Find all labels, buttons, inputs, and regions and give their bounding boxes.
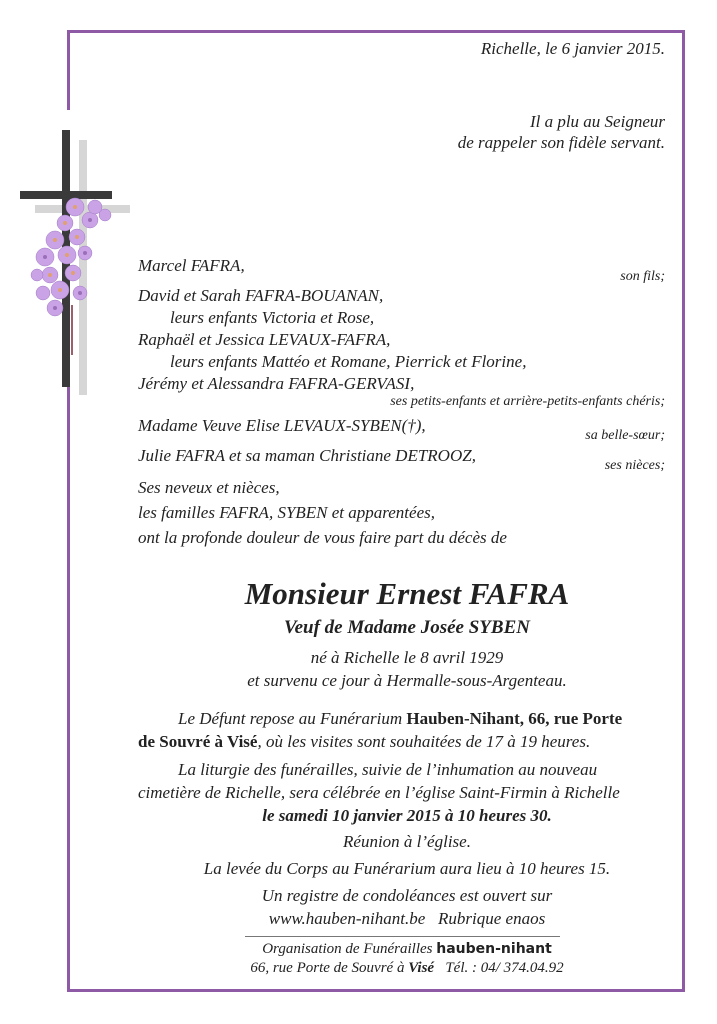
- relation-label: ses nièces;: [604, 458, 665, 473]
- death-line: et survenu ce jour à Hermalle-sous-Argenteau.: [247, 671, 567, 690]
- liturgy-paragraph: La liturgie des funérailles, suivie de l’inhumation au nouveau cimetière de Richelle, sera célébrée en l’église Saint-Firmin à Richelle: [138, 760, 620, 802]
- deceased-name: Monsieur Ernest FAFRA: [244, 576, 570, 611]
- family-line: David et Sarah FAFRA-BOUANAN,: [138, 286, 384, 305]
- family-line: Jérémy et Alessandra FAFRA-GERVASI,: [138, 374, 415, 393]
- family-line: ont la profonde douleur de vous faire part du décès de: [138, 528, 507, 547]
- relation-label: sa belle-sœur;: [585, 428, 665, 443]
- family-line: Marcel FAFRA, son fils;: [138, 255, 665, 283]
- footer-divider: [245, 936, 560, 937]
- relation-label: son fils;: [620, 269, 665, 284]
- footer-address: 66, rue Porte de Souvré à Visé Tél. : 04/ 374.04.92: [250, 960, 564, 976]
- levee-line: La levée du Corps au Funérarium aura lieu à 10 heures 15.: [203, 859, 611, 878]
- family-line: les familles FAFRA, SYBEN et apparentées,: [138, 503, 435, 522]
- family-line: leurs enfants Mattéo et Romane, Pierrick et Florine,: [170, 352, 527, 371]
- cross-with-orchids-icon: [15, 125, 135, 395]
- relation-label: ses petits-enfants et arrière-petits-enfants chéris;: [390, 394, 665, 409]
- family-line: Ses neveux et nièces,: [138, 478, 280, 497]
- birth-line: né à Richelle le 8 avril 1929: [310, 648, 504, 667]
- family-line: Julie FAFRA et sa maman Christiane DETROOZ, ses nièces;: [138, 445, 665, 477]
- repose-paragraph: Le Défunt repose au Funérarium Hauben-Nihant, 66, rue Porte de Souvré à Visé, où les visites sont souhaitées de 17 à 19 heures.: [138, 709, 623, 751]
- ceremony-datetime: le samedi 10 janvier 2015 à 10 heures 30.: [262, 806, 552, 825]
- family-line: [138, 395, 665, 415]
- family-list: [138, 255, 665, 552]
- family-line: Raphaël et Jessica LEVAUX-FAFRA,: [138, 330, 391, 349]
- date-line: Richelle, le 6 janvier 2015.: [480, 39, 665, 58]
- registry-line-2: www.hauben-nihant.be Rubrique enaos: [268, 909, 546, 928]
- verse-line-2: de rappeler son fidèle servant.: [457, 133, 665, 152]
- deceased-spouse: Veuf de Madame Josée SYBEN: [284, 617, 530, 638]
- reunion-line: Réunion à l’église.: [343, 832, 471, 851]
- family-line: leurs enfants Victoria et Rose,: [170, 308, 375, 327]
- registry-line-1: Un registre de condoléances est ouvert sur: [261, 886, 553, 905]
- verse-line-1: Il a plu au Seigneur: [529, 112, 665, 131]
- footer-org: Organisation de Funérailles hauben-nihant: [262, 941, 552, 957]
- family-line: Madame Veuve Elise LEVAUX-SYBEN(†), sa belle-sœur;: [138, 415, 665, 445]
- brand-name: hauben-nihant: [436, 941, 552, 957]
